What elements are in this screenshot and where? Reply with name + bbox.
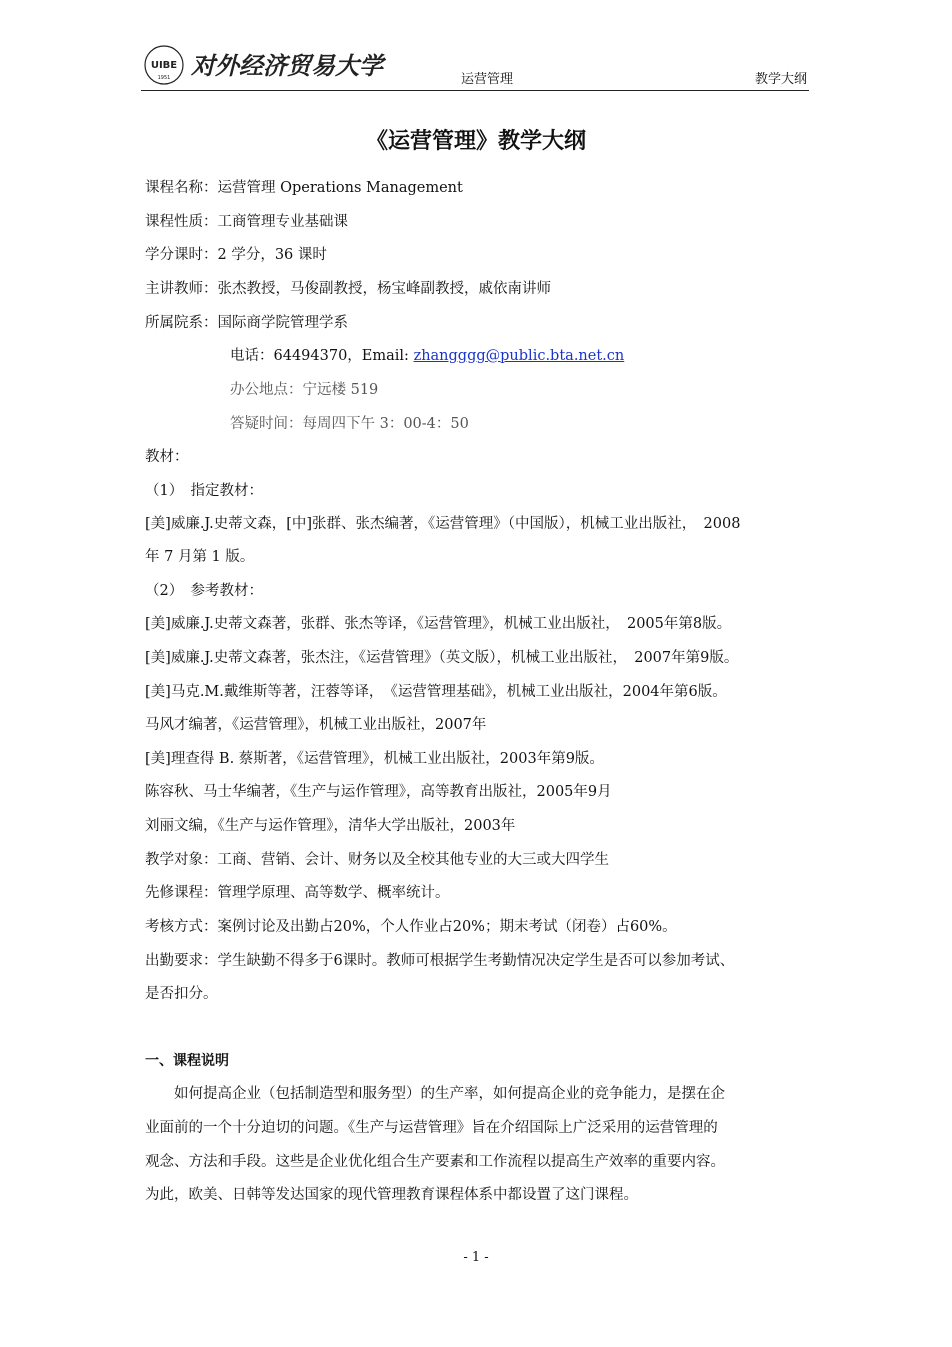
required-textbook: [美]威廉.J.史蒂文森，[中]张群、张杰编著，《运营管理》（中国版），机械工业出版社， 2008	[145, 516, 741, 532]
phone: 电话：64494370，Email:	[230, 348, 409, 364]
course-nature: 课程性质：工商管理专业基础课	[145, 214, 348, 230]
header-course: 运营管理	[461, 72, 514, 87]
logo-initials: UIBE	[150, 60, 178, 71]
required-textbook-cont: 年 7 月第 1 版。	[145, 549, 255, 565]
reference-item: [美]理查得 B. 蔡斯著，《运营管理》，机械工业出版社，2003年第9版。	[145, 751, 604, 767]
course-name: 课程名称：运营管理 Operations Management	[145, 180, 463, 196]
paragraph-line: 观念、方法和手段。这些是企业优化组合生产要素和工作流程以提高生产效率的重要内容。	[145, 1154, 725, 1170]
required-textbook-label: （1） 指定教材：	[145, 483, 263, 499]
credits: 学分课时：2 学分，36 课时	[145, 247, 327, 263]
paragraph-line: 为此，欧美、日韩等发达国家的现代管理教育课程体系中都设置了这门课程。	[145, 1187, 638, 1203]
attendance: 出勤要求：学生缺勤不得多于6课时。教师可根据学生考勤情况决定学生是否可以参加考试、	[145, 953, 735, 969]
reference-item: 陈容秋、马士华编著，《生产与运作管理》，高等教育出版社，2005年9月	[145, 784, 612, 800]
logo-wordmark: 对外经济贸易大学	[191, 51, 383, 80]
attendance-cont: 是否扣分。	[145, 986, 218, 1002]
university-logo	[143, 44, 383, 86]
reference-item: 刘丽文编，《生产与运作管理》，清华大学出版社，2003年	[145, 818, 516, 834]
department: 所属院系：国际商学院管理学系	[145, 315, 348, 331]
textbooks-label: 教材：	[145, 449, 189, 465]
paragraph-line: 业面前的一个十分迫切的问题。《生产与运营管理》旨在介绍国际上广泛采用的运营管理的	[145, 1120, 718, 1136]
paragraph-line: 如何提高企业（包括制造型和服务型）的生产率，如何提高企业的竞争能力，是摆在企	[145, 1086, 725, 1102]
page-title: 《运营管理》教学大纲	[365, 129, 586, 154]
prerequisites: 先修课程：管理学原理、高等数学、概率统计。	[145, 885, 450, 901]
reference-textbook-label: （2） 参考教材：	[145, 583, 263, 599]
contact-line	[230, 346, 624, 366]
office-hours: 答疑时间：每周四下午 3：00-4：50	[230, 416, 469, 432]
logo-year: 1951	[157, 75, 171, 81]
page-number: - 1 -	[463, 1250, 489, 1265]
header-doc-type: 教学大纲	[754, 72, 807, 87]
section-heading: 一、课程说明	[145, 1053, 229, 1069]
reference-item: [美]威廉.J.史蒂文森著，张群、张杰等译，《运营管理》，机械工业出版社， 2005年第8版。	[145, 616, 732, 632]
email-link[interactable]: zhangggg@public.bta.net.cn	[413, 348, 625, 364]
assessment: 考核方式：案例讨论及出勤占20%，个人作业占20%；期末考试（闭卷）占60%。	[145, 919, 677, 935]
office: 办公地点：宁远楼 519	[230, 382, 379, 398]
audience: 教学对象：工商、营销、会计、财务以及全校其他专业的大三或大四学生	[145, 852, 609, 868]
reference-item: 马风才编著，《运营管理》，机械工业出版社，2007年	[145, 717, 487, 733]
page-header	[141, 40, 809, 91]
reference-item: [美]马克.M.戴维斯等著，汪蓉等译， 《运营管理基础》，机械工业出版社，2004年第6版。	[145, 684, 727, 700]
reference-item: [美]威廉.J.史蒂文森著，张杰注，《运营管理》（英文版），机械工业出版社， 2007年第9版。	[145, 650, 739, 666]
teachers: 主讲教师：张杰教授，马俊副教授，杨宝峰副教授，戚依南讲师	[145, 281, 551, 297]
